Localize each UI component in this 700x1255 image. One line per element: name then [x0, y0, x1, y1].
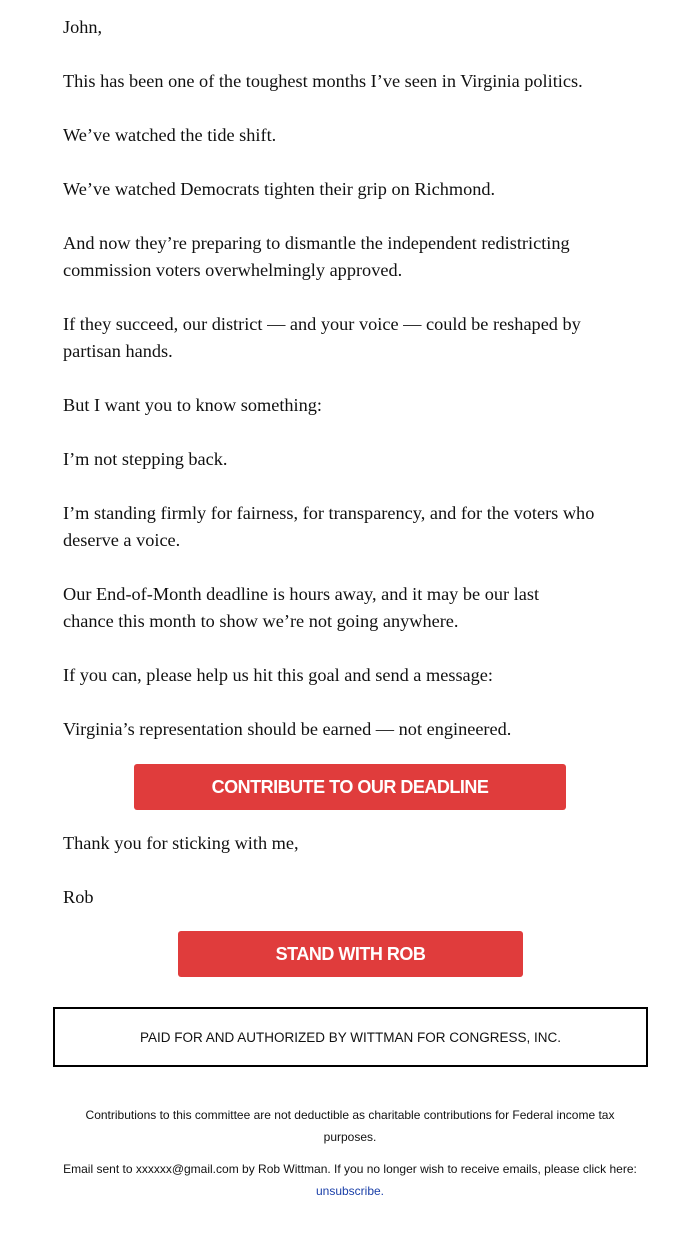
email-body	[63, 14, 653, 770]
paid-for-disclaimer-box	[53, 1007, 648, 1067]
paragraph: Our End-of-Month deadline is hours away, and it may be our last chance this month to show we’re not going anywhere.	[63, 584, 540, 631]
paragraph: Virginia’s representation should be earned — not engineered.	[63, 719, 512, 739]
paragraph: I’m standing firmly for fairness, for transparency, and for the voters who deserve a voice.	[63, 503, 595, 550]
paragraph: We’ve watched the tide shift.	[63, 125, 277, 145]
paid-for-text: PAID FOR AND AUTHORIZED BY WITTMAN FOR CONGRESS, INC.	[139, 1029, 562, 1045]
paragraph: If they succeed, our district — and your voice — could be reshaped by partisan hands.	[63, 314, 581, 361]
signature: Rob	[63, 887, 94, 907]
sent-to-text: Email sent to xxxxxx@gmail.com by Rob Wittman. If you no longer wish to receive emails, please click here:	[63, 1162, 637, 1176]
closing-line: Thank you for sticking with me,	[63, 833, 299, 853]
sent-to-notice	[60, 1158, 640, 1202]
paragraph: If you can, please help us hit this goal and send a message:	[63, 665, 494, 685]
paragraph: But I want you to know something:	[63, 395, 322, 415]
stand-with-rob-button[interactable]: STAND WITH ROB	[178, 931, 523, 977]
greeting: John,	[63, 17, 103, 37]
paragraph: We’ve watched Democrats tighten their grip on Richmond.	[63, 179, 496, 199]
paragraph: And now they’re preparing to dismantle the independent redistricting commission voters overwhelmingly approved.	[63, 233, 570, 280]
unsubscribe-link[interactable]: unsubscribe.	[315, 1184, 385, 1198]
contribute-button[interactable]: CONTRIBUTE TO OUR DEADLINE	[134, 764, 566, 810]
paragraph: This has been one of the toughest months I’ve seen in Virginia politics.	[63, 71, 583, 91]
tax-disclaimer: Contributions to this committee are not deductible as charitable contributions for Federal income tax purposes.	[85, 1108, 615, 1144]
paragraph: I’m not stepping back.	[63, 449, 228, 469]
